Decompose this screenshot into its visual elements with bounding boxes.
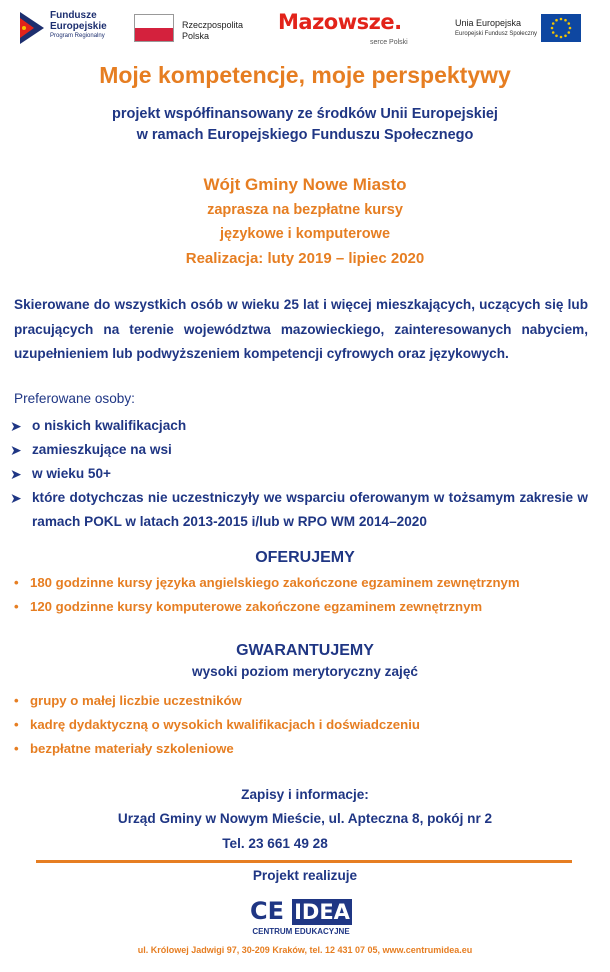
bullet-icon: • [14, 693, 19, 708]
ue-sub: Europejski Fundusz Społeczny [455, 31, 538, 37]
list-item: • 120 godzinne kursy komputerowe zakończone egzaminem zewnętrznym [10, 595, 590, 619]
page-title: Moje kompetencje, moje perspektywy [99, 62, 511, 88]
arrow-bullet-icon: ➤ [10, 490, 22, 506]
list-item: ➤ w wieku 50+ [10, 462, 588, 486]
fundusze-flag-icon [20, 12, 44, 44]
mazowsze-tagline: serce Polski [370, 39, 408, 46]
signup-phone: Tel. 23 661 49 28 [222, 836, 328, 851]
signup-heading: Zapisy i informacje: [241, 787, 369, 802]
fe-sub: Program Regionalny [50, 33, 105, 39]
arrow-bullet-icon: ➤ [10, 418, 22, 434]
offer-list [10, 571, 590, 619]
ceidea-ce: CE [250, 897, 285, 925]
cofinancing-note [0, 104, 610, 146]
ceidea-logo [246, 897, 356, 941]
offer-heading: OFERUJEMY [255, 549, 355, 566]
rp-line2: Polska [182, 31, 210, 41]
mazowsze-wordmark: Mazowsze. [278, 10, 402, 34]
list-item: • grupy o małej liczbie uczestników [10, 689, 590, 713]
signup-address: Urząd Gminy w Nowym Mieście, ul. Apteczna 8, pokój nr 2 [117, 811, 493, 826]
arrow-bullet-icon: ➤ [10, 466, 22, 482]
footer-contact: ul. Królowej Jadwigi 97, 30-209 Kraków, tel. 12 431 07 05, www.centrumidea.eu [137, 945, 473, 955]
guarantee-heading: GWARANTUJEMY [236, 642, 374, 659]
ceidea-idea: IDEA [292, 899, 352, 925]
bullet-icon: • [14, 741, 19, 756]
preferred-label: Preferowane osoby: [14, 391, 135, 406]
rzeczpospolita-logo [134, 12, 264, 46]
list-item: • 180 godzinne kursy języka angielskiego zakończone egzaminem zewnętrznym [10, 571, 590, 595]
list-item: ➤ zamieszkujące na wsi [10, 438, 588, 462]
guarantee-list [10, 689, 590, 761]
target-description: Skierowane do wszystkich osób w wieku 25 lat i więcej mieszkających, uczących się lub pracujących na terenie województwa mazowieckiego, zainteresowanych nabyciem, uzupełnieniem lub podwyższeniem kompetencji cyfrowych oraz językowych. [14, 297, 588, 361]
preferred-list [10, 414, 588, 534]
cofinancing-line1: projekt współfinansowany ze środków Unii Europejskiej [112, 106, 498, 122]
ceidea-sub: CENTRUM EDUKACYJNE [252, 927, 350, 936]
mazowsze-logo [278, 10, 423, 48]
bullet-icon: • [14, 575, 19, 590]
rp-line1: Rzeczpospolita [182, 20, 244, 30]
invite-line2: językowe i komputerowe [219, 226, 391, 242]
fe-line2: Europejskie [50, 21, 107, 32]
poland-flag-icon [134, 14, 174, 42]
list-item: ➤ o niskich kwalifikacjach [10, 414, 588, 438]
bullet-icon: • [14, 599, 19, 614]
ue-line1: Unia Europejska [455, 18, 522, 28]
realization-dates: Realizacja: luty 2019 – lipiec 2020 [185, 250, 425, 267]
logo-bar [0, 6, 610, 50]
guarantee-subheading: wysoki poziom merytoryczny zajęć [192, 664, 418, 679]
eu-flag-icon [541, 14, 581, 42]
project-realizer-label: Projekt realizuje [252, 868, 358, 883]
invite-line1: zaprasza na bezpłatne kursy [207, 202, 403, 218]
fundusze-europejskie-logo [20, 10, 135, 46]
list-item: • bezpłatne materiały szkoleniowe [10, 737, 590, 761]
bullet-icon: • [14, 717, 19, 732]
divider [36, 860, 572, 863]
list-item: ➤ które dotychczas nie uczestniczyły we wsparciu oferowanym w tożsamym zakresie w ramach POKL w latach 2013-2015 i/lub w RPO WM 2014–2020 [10, 486, 588, 534]
arrow-bullet-icon: ➤ [10, 442, 22, 458]
organizer-heading: Wójt Gminy Nowe Miasto [203, 175, 407, 194]
list-item: • kadrę dydaktyczną o wysokich kwalifikacjach i doświadczeniu [10, 713, 590, 737]
fe-line1: Fundusze [50, 10, 97, 21]
cofinancing-line2: w ramach Europejskiego Funduszu Społecznego [136, 127, 474, 143]
unia-europejska-logo [455, 12, 585, 46]
